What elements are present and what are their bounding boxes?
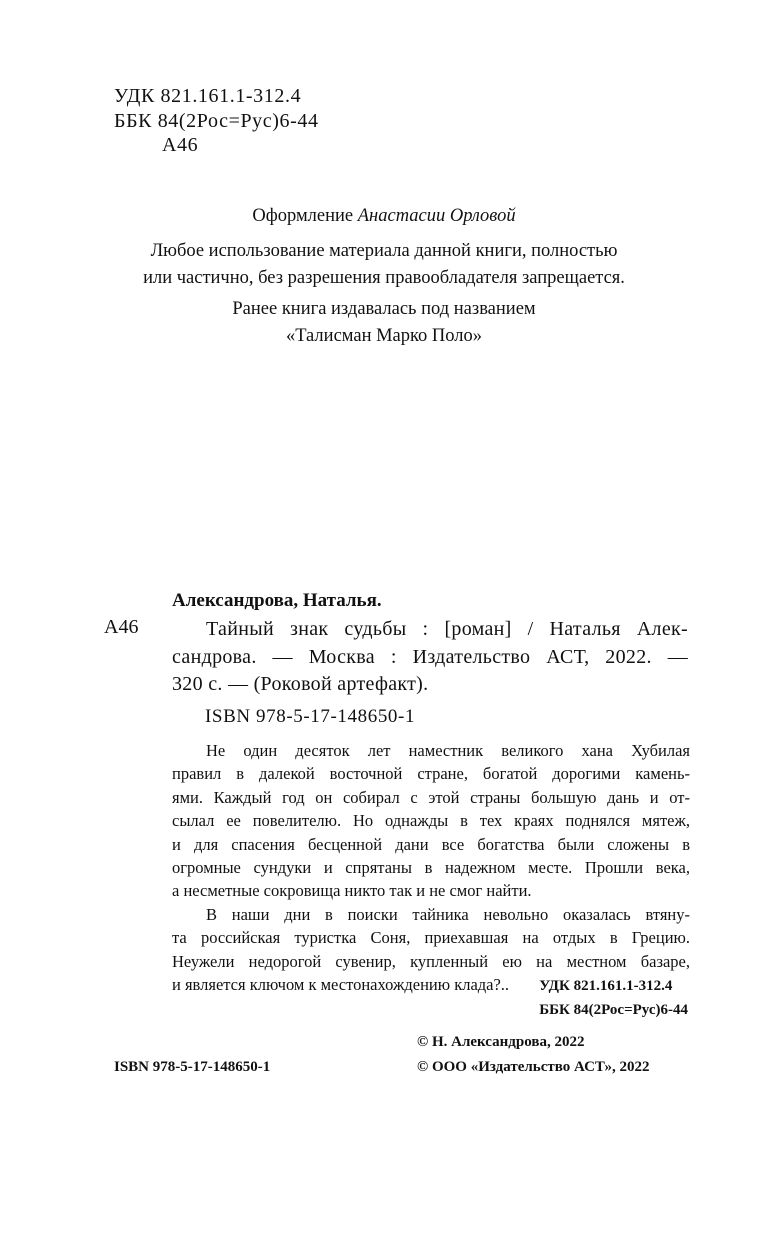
top-classification-codes — [114, 84, 319, 158]
bbk-code-bottom: ББК 84(2Рос=Рус)6-44 — [539, 1002, 688, 1018]
catalog-line: 320 с. — (Роковой артефакт). — [172, 673, 429, 695]
annotation-line: и для спасения бесценной дани все богатства были сложены в — [172, 834, 690, 854]
catalog-description — [172, 616, 688, 699]
annotation-line: ями. Каждый год он собирал с этой страны большую дань и от- — [172, 787, 690, 807]
annotation-line: и является ключом к местонахождению клада?.. — [172, 975, 510, 995]
catalog-isbn: ISBN 978-5-17-148650-1 — [205, 706, 416, 727]
annotation-line: та российская туристка Соня, приехавшая на отдых в Грецию. — [172, 928, 690, 948]
former-title-line: «Талисман Марко Поло» — [285, 326, 483, 346]
annotation-line: правил в далекой восточной стране, богатой дорогими камень- — [172, 764, 690, 784]
annotation-line: а несметные сокровища никто так и не смог найти. — [172, 881, 532, 901]
copyright-block — [417, 1030, 650, 1080]
udk-code: УДК 821.161.1-312.4 — [114, 85, 302, 107]
copyright-author: © Н. Александрова, 2022 — [417, 1034, 585, 1050]
rights-notice — [0, 238, 768, 292]
annotation-line: огромные сундуки и спрятаны в надежном месте. Прошли века, — [172, 858, 690, 878]
rights-line: Любое использование материала данной книги, полностью — [150, 241, 618, 261]
former-title-line: Ранее книга издавалась под названием — [232, 299, 536, 319]
former-title-note — [0, 296, 768, 350]
author-mark: А46 — [162, 134, 199, 156]
annotation — [172, 739, 690, 996]
design-credit — [0, 203, 768, 230]
design-label: Оформление — [252, 206, 354, 226]
catalog-line: Тайный знак судьбы : [роман] / Наталья Алек- — [206, 618, 688, 640]
annotation-line: Не один десяток лет наместник великого хана Хубилая — [206, 741, 690, 760]
bottom-classification-codes — [539, 974, 688, 1022]
isbn-bottom: ISBN 978-5-17-148650-1 — [114, 1059, 271, 1075]
catalog-author-mark: А46 — [104, 616, 139, 638]
catalog-author: Александрова, Наталья. — [172, 590, 382, 611]
designer-name: Анастасии Орловой — [357, 206, 516, 226]
copyright-publisher: © ООО «Издательство АСТ», 2022 — [417, 1059, 650, 1075]
annotation-line: сылал ее повелителю. Но однажды в тех краях поднялся мятеж, — [172, 811, 690, 831]
annotation-line: В наши дни в поиски тайника невольно оказалась втяну- — [206, 904, 690, 924]
bbk-code: ББК 84(2Рос=Рус)6-44 — [114, 109, 319, 132]
annotation-line: Неужели недорогой сувенир, купленный ею на местном базаре, — [172, 951, 690, 971]
rights-line: или частично, без разрешения правообладателя запрещается. — [143, 268, 625, 288]
udk-code-bottom: УДК 821.161.1-312.4 — [539, 978, 673, 994]
catalog-line: сандрова. — Москва : Издательство АСТ, 2022. — — [172, 645, 688, 668]
